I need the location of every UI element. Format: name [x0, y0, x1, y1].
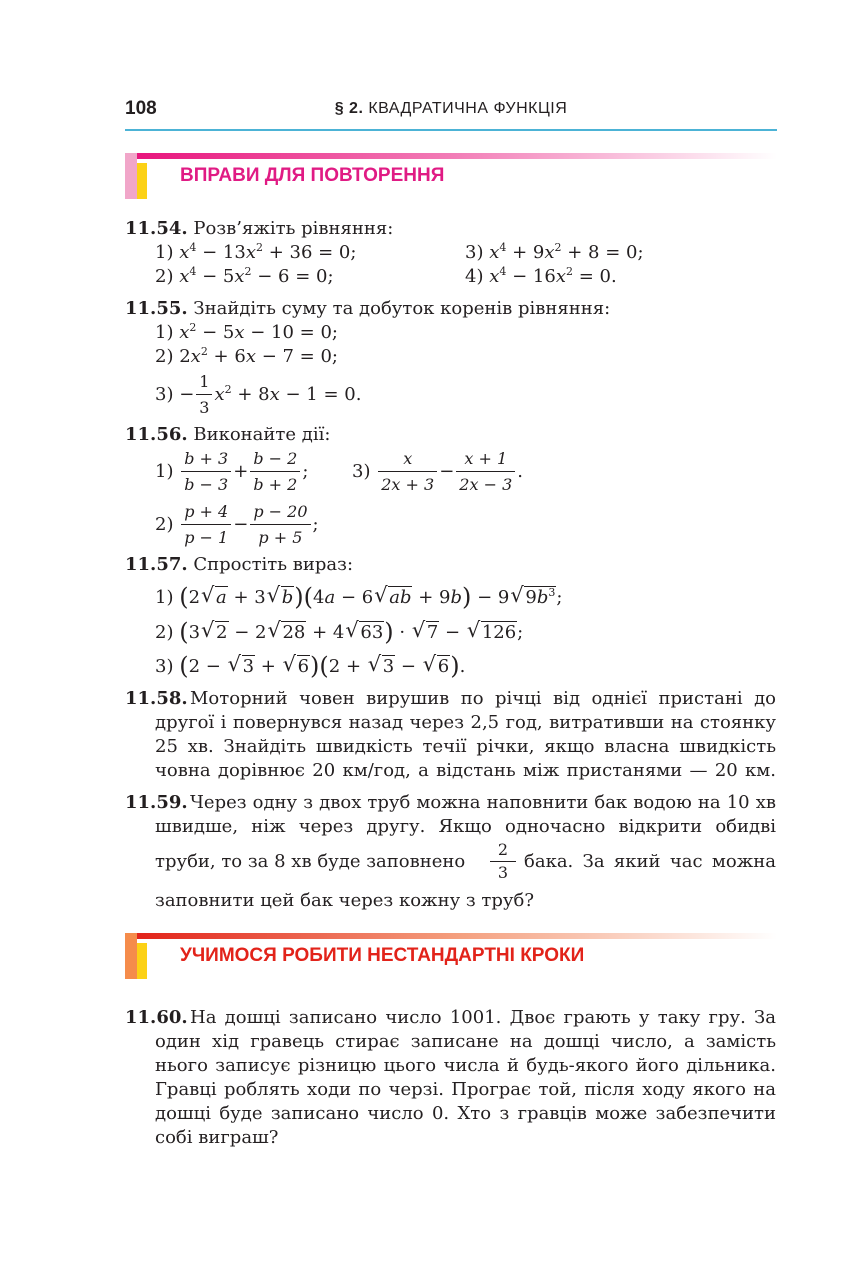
section-title-nonstandard: УЧИМОСЯ РОБИТИ НЕСТАНДАРТНІ КРОКИ	[180, 945, 585, 966]
section-banner-nonstandard	[125, 933, 775, 979]
item-label: 1)	[155, 322, 174, 343]
banner-tab-accent	[137, 163, 147, 199]
item-label: 2)	[155, 514, 174, 535]
item-label: 1)	[155, 461, 174, 482]
exercise-11-56-heading	[125, 423, 330, 447]
paragraph-line: Моторний човен вирушив по річці від однієї пристані до	[190, 688, 776, 709]
item-label: 4)	[465, 266, 484, 287]
exercise-task: Розв’яжіть рівняння:	[193, 218, 394, 239]
banner-stripe	[137, 933, 777, 939]
paragraph-line: собі виграш?	[155, 1127, 279, 1148]
exercise-number: 11.58.	[125, 688, 188, 709]
exercise-11-55-heading	[125, 297, 610, 321]
exercise-number: 11.60.	[125, 1007, 188, 1028]
paragraph-line: 25 хв. Знайдіть швидкість течії річки, якщо власна швидкість	[155, 736, 776, 757]
expression-item: 2) (3√ 2 − 2√ 28 + 4√ 63) · √ 7 − √ 126;	[155, 618, 523, 647]
expression-item: 3) (2 − √ 3 + √ 6)(2 + √ 3 − √ 6).	[155, 652, 465, 681]
exercise-number: 11.57.	[125, 554, 188, 575]
equation-item: 4) $x^4 - 16x^2 = 0$.	[465, 265, 617, 287]
banner-stripe	[137, 153, 777, 159]
paragraph-line: другої і повернувся назад через 2,5 год, витративши на стоянку	[155, 712, 776, 733]
equation-item: 3) − $\frac{1}{3}$ $x^2 + 8x - 1 = 0$.	[155, 372, 362, 417]
page-number: 108	[125, 98, 157, 119]
exercise-number: 11.54.	[125, 218, 188, 239]
paragraph-line: швидше, ніж через другу. Якщо одночасно відкрити обидві	[155, 816, 776, 837]
expression-item: 3) $\frac{x}{2x + 3}$ − $\frac{x + 1}{2x - 3}$ .	[352, 449, 523, 494]
fraction: $\frac{p - 20}{p + 5}$	[250, 502, 310, 548]
running-head	[125, 100, 777, 118]
fraction: $\frac{1}{3}$	[196, 372, 212, 418]
expression-item: 1) (2√ a + 3√ b)(4a − 6√ ab + 9b) − 9√ $9b^3$;	[155, 583, 562, 612]
banner-tab	[125, 153, 137, 199]
exercise-task: Знайдіть суму та добуток коренів рівняння:	[193, 298, 611, 319]
paragraph-line: дошці буде записано число 0. Хто з гравців може забезпечити	[155, 1103, 776, 1124]
exercise-number: 11.59.	[125, 792, 188, 813]
fraction	[490, 839, 516, 884]
fraction-denominator: 3	[497, 863, 509, 882]
banner-tab	[125, 933, 137, 979]
equation-item: 1) $x^4 - 13x^2 + 36 = 0$;	[155, 241, 357, 263]
fraction: $\frac{b + 3}{b - 3}$	[181, 449, 231, 495]
item-label: 3)	[155, 656, 174, 677]
section-title: КВАДРАТИЧНА ФУНКЦІЯ	[368, 100, 568, 117]
item-label: 2)	[155, 346, 174, 367]
expression-item: 2) $\frac{p + 4}{p - 1}$ − $\frac{p - 20}{p + 5}$ ;	[155, 502, 319, 547]
exercise-11-57-heading	[125, 553, 353, 577]
item-label: 1)	[155, 242, 174, 263]
equation-item: 3) $x^4 + 9x^2 + 8 = 0$;	[465, 241, 644, 263]
equation-item: 1) $x^2 - 5x - 10 = 0$;	[155, 321, 338, 343]
exercise-number-11-58	[125, 687, 188, 711]
paragraph-line: Гравці роблять ходи по черзі. Програє той, після ходу якого на	[155, 1079, 776, 1100]
equation-item: 2) $x^4 - 5x^2 - 6 = 0$;	[155, 265, 334, 287]
item-label: 3)	[352, 461, 371, 482]
header-rule	[125, 129, 777, 131]
fraction-numerator: 2	[490, 839, 516, 862]
exercise-number-11-60	[125, 1006, 188, 1030]
fraction: $\frac{p + 4}{p - 1}$	[181, 502, 231, 548]
paragraph-line: човна дорівнює 20 км/год, а відстань між пристанями — 20 км.	[155, 760, 776, 781]
exercise-task: Виконайте дії:	[193, 424, 331, 445]
fraction: $\frac{x}{2x + 3}$	[378, 449, 437, 495]
item-label: 2)	[155, 622, 174, 643]
paragraph-line: На дошці записано число 1001. Двоє грають у таку гру. За	[190, 1007, 776, 1028]
paragraph-line: Через одну з двох труб можна наповнити бак водою на 10 хв	[190, 792, 776, 813]
item-label: 3)	[155, 384, 174, 405]
paragraph-line: нього записує різницю цього числа й будь-якого його дільника.	[155, 1055, 776, 1076]
item-label: 2)	[155, 266, 174, 287]
fraction: $\frac{x + 1}{2x - 3}$	[456, 449, 515, 495]
section-label: § 2.	[334, 100, 364, 117]
paragraph-line-part: труби, то за 8 хв буде заповнено	[155, 851, 466, 872]
paragraph-line: один хід гравець стирає записане на дошці число, а замість	[155, 1031, 776, 1052]
page-header	[125, 98, 777, 128]
exercise-number: 11.56.	[125, 424, 188, 445]
expression-item: 1) $\frac{b + 3}{b - 3}$ + $\frac{b - 2}{b + 2}$ ;	[155, 449, 309, 494]
exercise-11-54-heading	[125, 217, 393, 241]
equation-item: 2) $2x^2 + 6x - 7 = 0$;	[155, 345, 338, 367]
exercise-number-11-59	[125, 791, 188, 815]
section-banner-review	[125, 153, 775, 199]
banner-tab-accent	[137, 943, 147, 979]
section-title-review: ВПРАВИ ДЛЯ ПОВТОРЕННЯ	[180, 165, 445, 186]
exercise-task: Спростіть вираз:	[193, 554, 354, 575]
fraction: $\frac{b - 2}{b + 2}$	[250, 449, 300, 495]
item-label: 3)	[465, 242, 484, 263]
item-label: 1)	[155, 587, 174, 608]
paragraph-line: заповнити цей бак через кожну з труб?	[155, 890, 534, 911]
exercise-number: 11.55.	[125, 298, 188, 319]
paragraph-line-part: бака. За який час можна	[524, 851, 776, 872]
